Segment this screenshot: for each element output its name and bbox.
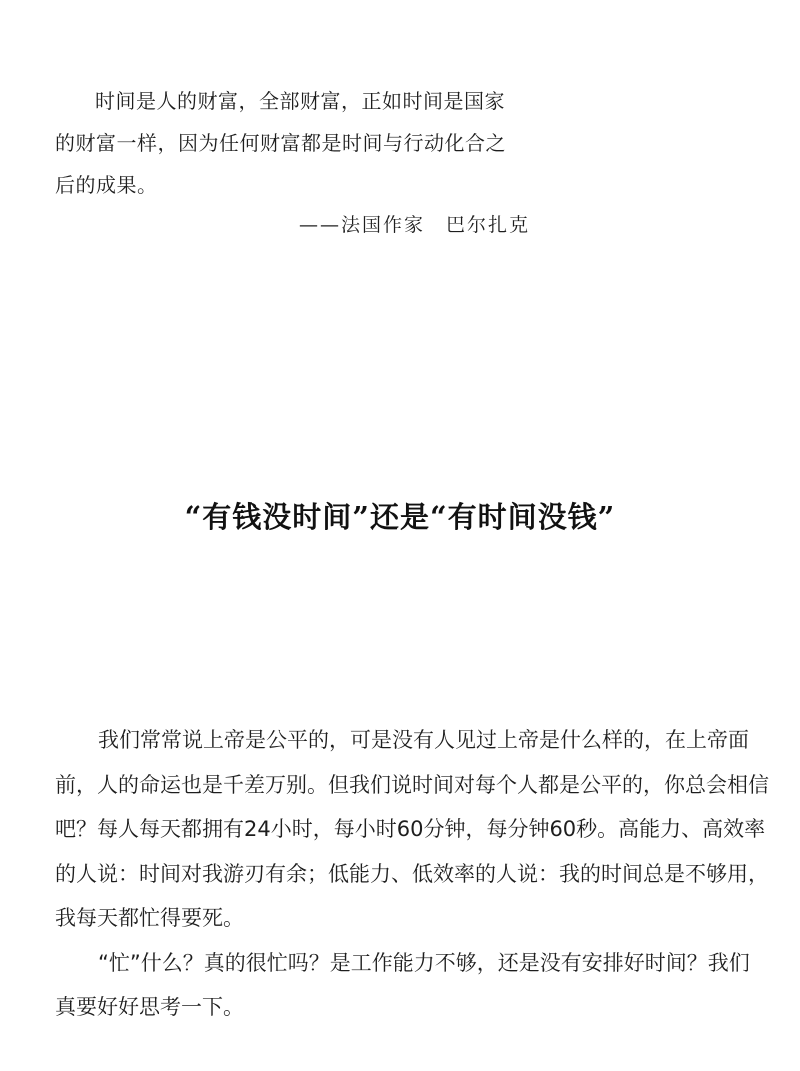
epigraph — [55, 80, 525, 206]
epigraph-text: 时间是人的财富，全部财富，正如时间是国家的财富一样，因为任何财富都是时间与行动化合之后的成果。 — [55, 89, 506, 197]
body-paragraph-2: “忙”什么？真的很忙吗？是工作能力不够，还是没有安排好时间？我们真要好好思考一下。 — [55, 950, 750, 1019]
body-paragraph-1: 我们常常说上帝是公平的，可是没有人见过上帝是什么样的，在上帝面前，人的命运也是千差万别。但我们说时间对每个人都是公平的，你总会相信吧？每人每天都拥有24小时，每小时60分钟，每分钟60秒。高能力、高效率的人说：时间对我游刃有余；低能力、低效率的人说：我的时间总是不够用，我每天都忙得要死。 — [55, 728, 769, 930]
body-text — [55, 718, 770, 1030]
section-title: “有钱没时间”还是“有时间没钱” — [184, 500, 616, 534]
epigraph-attribution: ——法国作家 巴尔扎克 — [298, 214, 530, 236]
